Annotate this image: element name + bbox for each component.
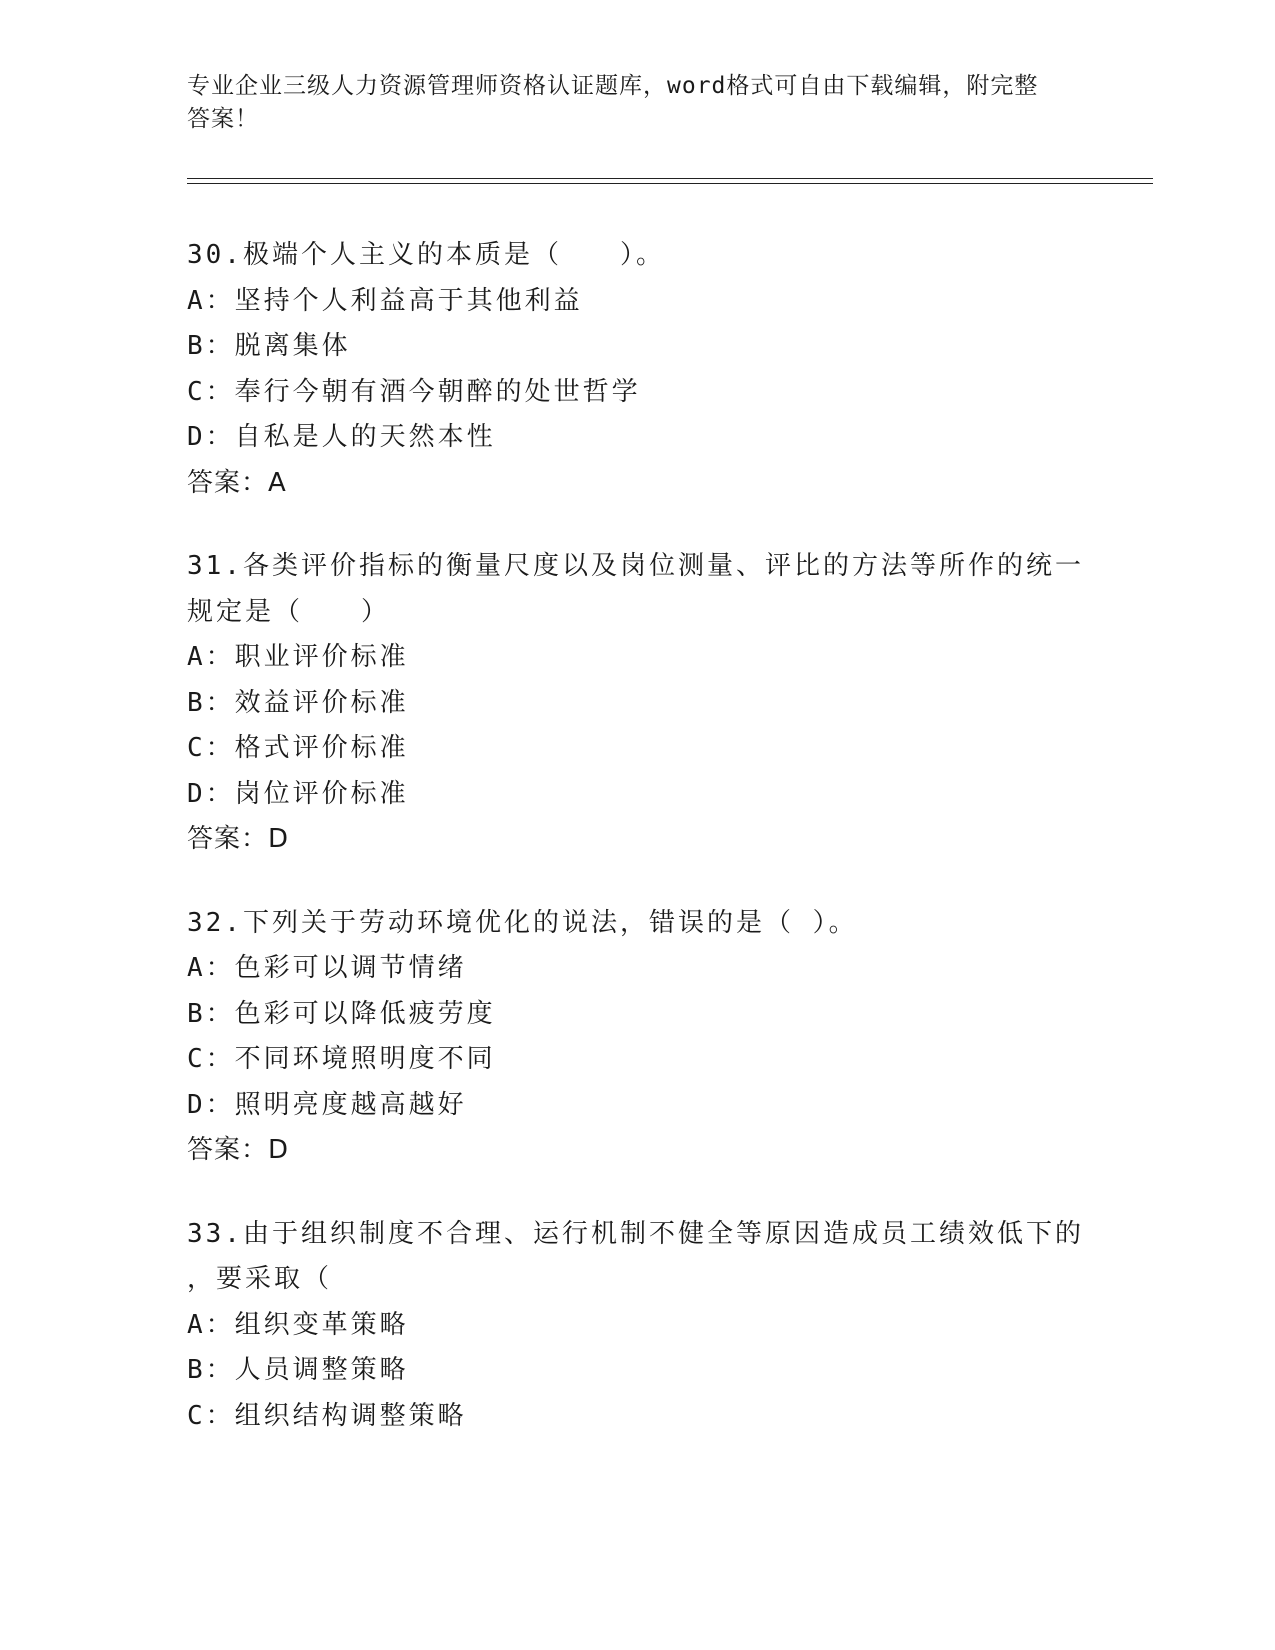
option-d: D：自私是人的天然本性 (187, 422, 496, 452)
option-b: B：脱离集体 (187, 331, 351, 361)
question-text: 33.由于组织制度不合理、运行机制不健全等原因造成员工绩效低下的 (187, 1218, 1084, 1249)
question-text-continued: 规定是（ ） (187, 596, 391, 627)
option-a: A：色彩可以调节情绪 (187, 953, 467, 983)
answer-line: 答案：A (187, 467, 287, 498)
header-line-1: 专业企业三级人力资源管理师资格认证题库，word格式可自由下载编辑，附完整 (187, 73, 1039, 99)
question-text: 30.极端个人主义的本质是（ ）。 (187, 240, 665, 270)
header-line-2: 答案！ (187, 106, 259, 132)
question-text: 32.下列关于劳动环境优化的说法，错误的是（ ）。 (187, 907, 858, 938)
option-d: D：照明亮度越高越好 (187, 1089, 467, 1120)
option-b: B：人员调整策略 (187, 1355, 409, 1385)
question-text: 31.各类评价指标的衡量尺度以及岗位测量、评比的方法等所作的统一 (187, 551, 1084, 581)
question-30 (187, 233, 1087, 506)
document-header (187, 70, 1087, 136)
option-b: B：色彩可以降低疲劳度 (187, 998, 496, 1029)
option-b: B：效益评价标准 (187, 687, 409, 718)
option-c: C：不同环境照明度不同 (187, 1044, 496, 1074)
question-list (187, 233, 1087, 1477)
option-a: A：组织变革策略 (187, 1309, 409, 1340)
option-c: C：组织结构调整策略 (187, 1400, 467, 1431)
question-text-continued: ，要采取（ (187, 1264, 333, 1294)
question-31 (187, 544, 1087, 863)
question-32 (187, 901, 1087, 1174)
option-c: C：格式评价标准 (187, 733, 409, 763)
header-divider-bottom (187, 183, 1153, 184)
answer-line: 答案：D (187, 1135, 290, 1165)
option-a: A：职业评价标准 (187, 642, 409, 672)
option-a: A：坚持个人利益高于其他利益 (187, 285, 583, 316)
answer-line: 答案：D (187, 824, 290, 854)
question-33 (187, 1212, 1087, 1440)
option-c: C：奉行今朝有酒今朝醉的处世哲学 (187, 376, 641, 407)
option-d: D：岗位评价标准 (187, 778, 409, 809)
header-divider-top (187, 178, 1153, 179)
